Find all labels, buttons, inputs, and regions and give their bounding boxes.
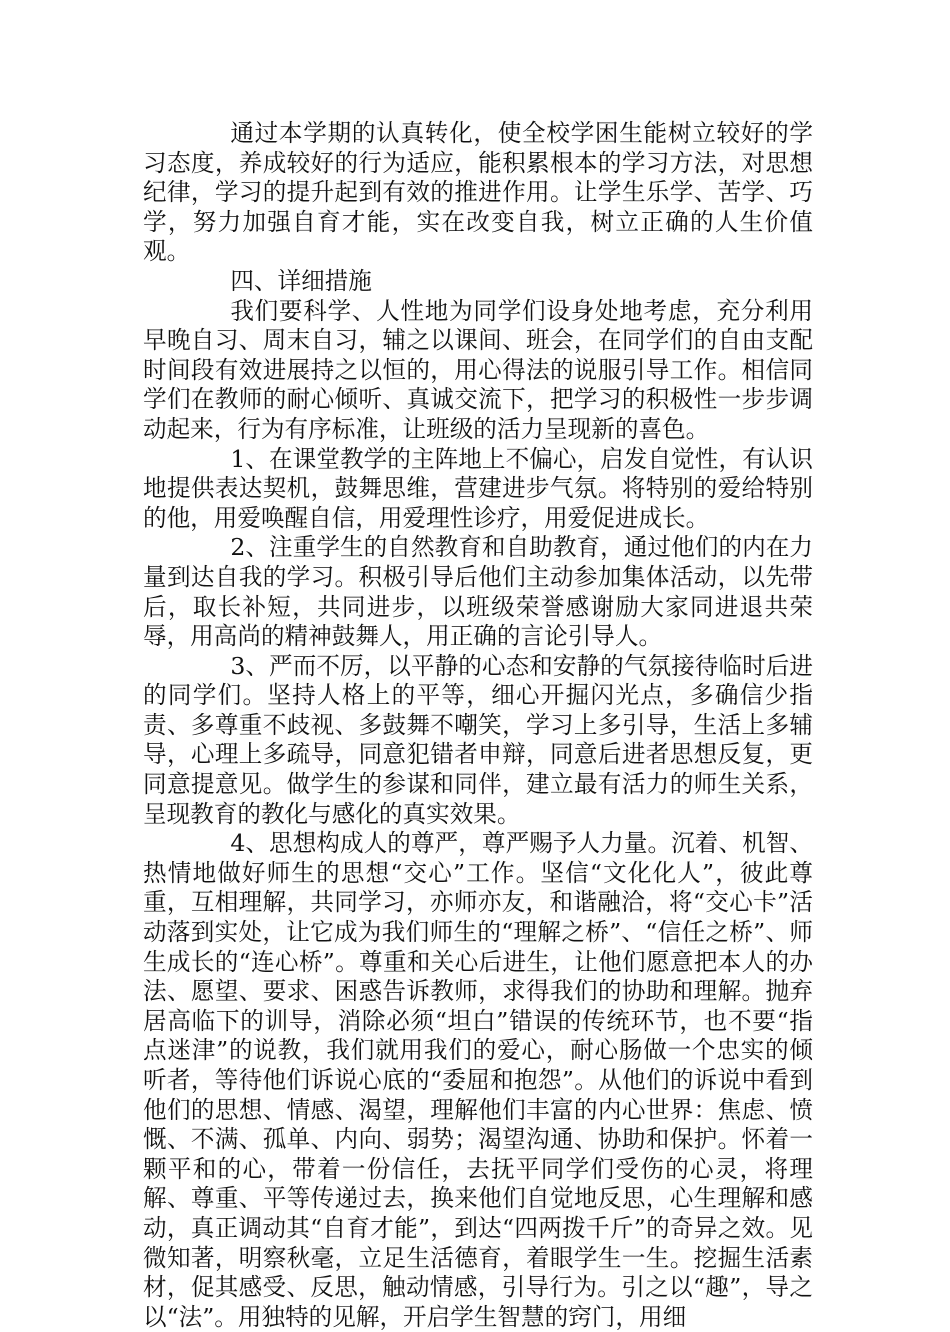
paragraph-measures-overview: 我们要科学、人性地为同学们设身处地考虑，充分利用早晚自习、周末自习，辅之以课间、班会，在同学们的自由支配时间段有效进展持之以恒的，用心得法的说服引导工作。相信同学们在教师的耐心倾听、真诚交流下，把学习的积极性一步步调动起来，行为有序标准，让班级的活力呈现新的喜色。 bbox=[143, 296, 813, 443]
paragraph-intro: 通过本学期的认真转化，使全校学困生能树立较好的学习态度，养成较好的行为适应，能积累根本的学习方法，对思想纪律，学习的提升起到有效的推进作用。让学生乐学、苦学、巧学，努力加强自育才能，实在改变自我，树立正确的人生价值观。 bbox=[143, 119, 813, 266]
paragraph-measure-3: 3、严而不厉，以平静的心态和安静的气氛接待临时后进的同学们。坚持人格上的平等，细心开掘闪光点，多确信少指责、多尊重不歧视、多鼓舞不嘲笑，学习上多引导，生活上多辅导，心理上多疏导，同意犯错者申辩，同意后进者思想反复，更同意提意见。做学生的参谋和同伴，建立最有活力的师生关系，呈现教育的教化与感化的真实效果。 bbox=[143, 651, 813, 828]
section-heading-measures: 四、详细措施 bbox=[230, 266, 372, 295]
paragraph-measure-2: 2、注重学生的自然教育和自助教育，通过他们的内在力量到达自我的学习。积极引导后他们主动参加集体活动，以先带后，取长补短，共同进步，以班级荣誉感谢励大家同进退共荣辱，用高尚的精神鼓舞人，用正确的言论引导人。 bbox=[143, 533, 813, 651]
paragraph-measure-1: 1、在课堂教学的主阵地上不偏心，启发自觉性，有认识地提供表达契机，鼓舞思维，营建进步气氛。将特别的爱给特别的他，用爱唤醒自信，用爱理性诊疗，用爱促进成长。 bbox=[143, 444, 813, 532]
document-body bbox=[143, 119, 813, 1332]
paragraph-measure-4: 4、思想构成人的尊严，尊严赐予人力量。沉着、机智、热情地做好师生的思想“交心”工作。坚信“文化化人”，彼此尊重，互相理解，共同学习，亦师亦友，和谐融洽，将“交心卡”活动落到实处，让它成为我们师生的“理解之桥”、“信任之桥”、师生成长的“连心桥”。尊重和关心后进生，让他们愿意把本人的办法、愿望、要求、困惑告诉教师，求得我们的协助和理解。抛弃居高临下的训导，消除必须“坦白”错误的传统环节，也不要“指点迷津”的说教，我们就用我们的爱心，耐心肠做一个忠实的倾听者，等待他们诉说心底的“委屈和抱怨”。从他们的诉说中看到他们的思想、情感、渴望，理解他们丰富的内心世界：焦虑、愤慨、不满、孤单、内向、弱势；渴望沟通、协助和保护。怀着一颗平和的心，带着一份信任，去抚平同学们受伤的心灵，将理解、尊重、平等传递过去，换来他们自觉地反思，心生理解和感动，真正调动其“自育才能”，到达“四两拨千斤”的奇异之效。见微知著，明察秋毫，立足生活德育，着眼学生一生。挖掘生活素材，促其感受、反思，触动情感，引导行为。引之以“趣”，导之以“法”。用独特的见解，开启学生智慧的窍门，用细 bbox=[143, 829, 813, 1331]
